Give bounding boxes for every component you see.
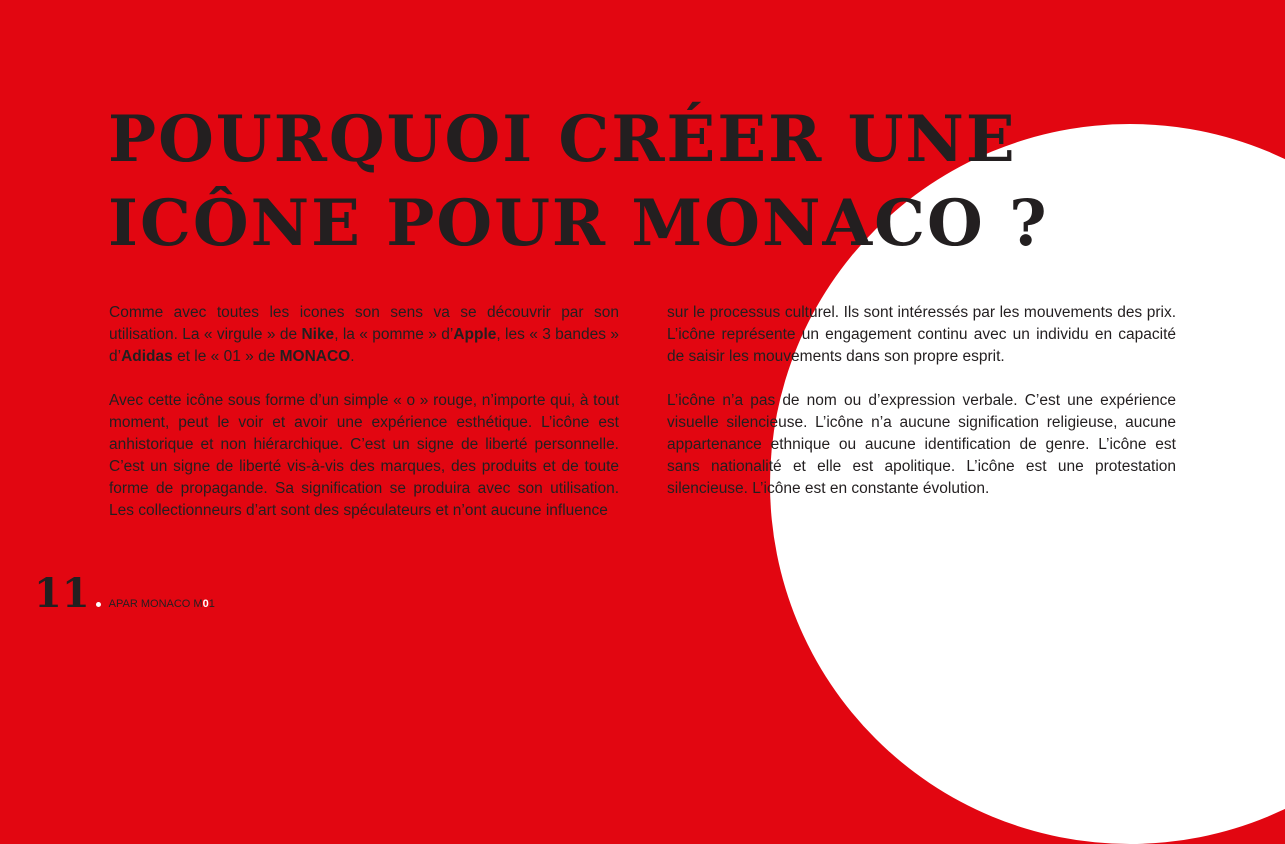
bullet-dot-icon xyxy=(96,602,101,607)
left-column xyxy=(109,302,619,544)
text-run: , les « 3 bandes » d’ xyxy=(109,326,619,365)
brand-end-text: 1 xyxy=(208,598,215,610)
text-run: Comme avec toutes les icones son sens va se découvrir par son utilisation. La « virgule » de xyxy=(109,304,619,343)
text-run: et le « 01 » de xyxy=(172,348,280,365)
title-line-1: POURQUOI CRÉER UNE xyxy=(108,102,1017,177)
text-run: . xyxy=(350,348,355,365)
right-paragraph-1: sur le processus culturel. Ils sont intéressés par les mouvements des prix. L’icône représente un engagement continu avec un individu en capacité de saisir les mouvements dans son propre esprit. xyxy=(667,304,1176,365)
page-title xyxy=(108,98,1049,266)
right-paragraph-2: L’icône n’a pas de nom ou d’expression verbale. C’est une expérience visuelle silencieuse. L’icône n’a aucune signification religieuse, aucune appartenance ethnique ou aucune identification de genre. L’icône est sans nationalité et elle est apolitique. L’icône est une protestation silencieuse. L’icône est en constante évolution. xyxy=(667,392,1176,497)
right-column xyxy=(667,302,1176,522)
brand-adidas: Adidas xyxy=(121,348,173,365)
left-paragraph-1 xyxy=(109,302,619,368)
left-paragraph-2: Avec cette icône sous forme d’un simple « o » rouge, n’importe qui, à tout moment, peut le voir et avoir une expérience esthétique. L’icône est anhistorique et non hiérarchique. C’est un signe de liberté personnelle. C’est un signe de liberté vis-à-vis des marques, des produits et de toute forme de propagande. Sa signification se produira avec son utilisation. Les collectionneurs d’art sont des spéculateurs et n’ont aucune influence xyxy=(109,392,619,519)
page-number: 11 xyxy=(34,570,90,617)
title-line-2: ICÔNE POUR MONACO ? xyxy=(108,186,1049,261)
brand-apple: Apple xyxy=(453,326,497,343)
brand-nike: Nike xyxy=(301,326,335,343)
footer-brand xyxy=(109,597,215,611)
brand-main-text: APAR MONACO M xyxy=(108,598,203,610)
brand-monaco: MONACO xyxy=(279,348,351,365)
text-run: , la « pomme » d’ xyxy=(334,326,454,343)
page-footer xyxy=(34,566,215,616)
brand-accent-text: 0 xyxy=(202,598,209,610)
